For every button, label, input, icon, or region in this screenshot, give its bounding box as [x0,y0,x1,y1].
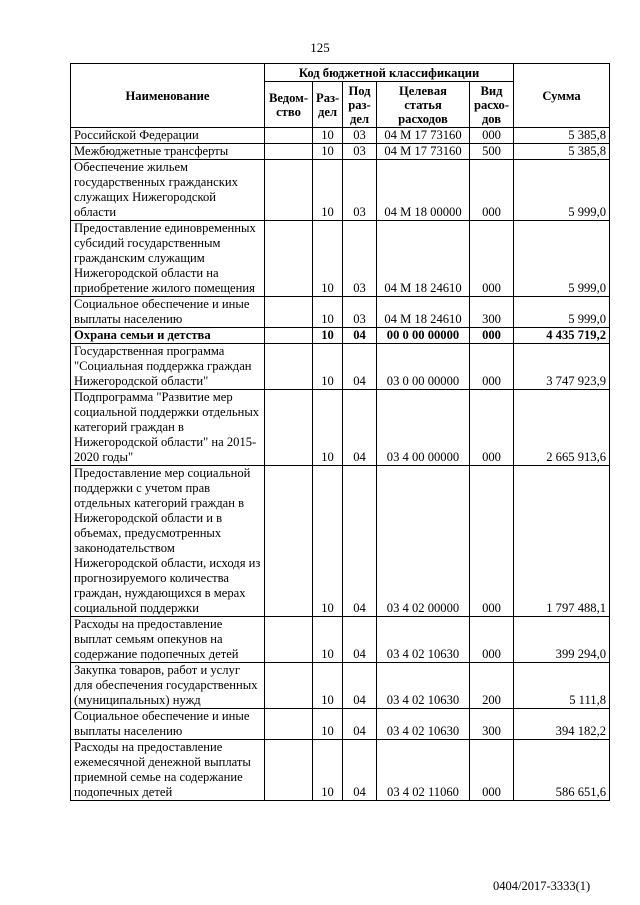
header-department: Ведом-ство [265,82,313,128]
row-target-cell: 03 4 02 10630 [377,709,470,740]
row-target-cell: 04 М 17 73160 [377,144,470,160]
row-subsection-cell: 04 [343,344,377,390]
row-target-cell: 03 4 00 00000 [377,390,470,466]
row-section-cell: 10 [313,160,343,221]
row-expense-type-cell: 000 [470,128,514,144]
row-subsection-cell: 04 [343,390,377,466]
row-section-cell: 10 [313,128,343,144]
row-target-cell: 03 4 02 10630 [377,663,470,709]
table-row [71,663,610,709]
row-name-cell: Социальное обеспечение и иные выплаты населению [71,297,265,328]
row-target-cell: 04 М 17 73160 [377,128,470,144]
row-expense-type-cell: 000 [470,466,514,617]
row-sum-cell: 2 665 913,6 [514,390,610,466]
table-row [71,160,610,221]
row-target-cell: 04 М 18 24610 [377,297,470,328]
row-subsection-cell: 03 [343,221,377,297]
row-name-cell: Закупка товаров, работ и услуг для обеспечения государственных (муниципальных) нужд [71,663,265,709]
row-name-cell: Расходы на предоставление ежемесячной денежной выплаты приемной семье на содержание подопечных детей [71,740,265,801]
row-name-cell: Охрана семьи и детства [71,328,265,344]
page-number: 125 [310,40,330,55]
row-target-cell: 00 0 00 00000 [377,328,470,344]
header-subsection: Под раз-дел [343,82,377,128]
row-section-cell: 10 [313,740,343,801]
row-expense-type-cell: 000 [470,390,514,466]
header-section: Раз-дел [313,82,343,128]
row-section-cell: 10 [313,221,343,297]
row-department-cell [265,128,313,144]
header-name: Наименование [71,64,265,128]
row-name-cell: Государственная программа "Социальная поддержка граждан Нижегородской области" [71,344,265,390]
row-name-cell: Подпрограмма "Развитие мер социальной поддержки отдельных категорий граждан в Нижегородской области" на 2015-2020 годы" [71,390,265,466]
row-sum-cell: 5 999,0 [514,297,610,328]
row-sum-cell: 1 797 488,1 [514,466,610,617]
row-sum-cell: 399 294,0 [514,617,610,663]
table-row [71,740,610,801]
row-sum-cell: 4 435 719,2 [514,328,610,344]
row-department-cell [265,297,313,328]
row-section-cell: 10 [313,466,343,617]
row-expense-type-cell: 500 [470,144,514,160]
document-code: 0404/2017-3333(1) [493,879,591,893]
row-name-cell: Предоставление мер социальной поддержки с учетом прав отдельных категорий граждан в Нижегородской области и в объемах, предусмотренных законодательством Нижегородской области, исходя из прогнозируемого количества граждан, нуждающихся в мерах социальной поддержки [71,466,265,617]
row-sum-cell: 5 385,8 [514,128,610,144]
row-name-cell: Межбюджетные трансферты [71,144,265,160]
row-section-cell: 10 [313,328,343,344]
row-department-cell [265,390,313,466]
table-row [71,617,610,663]
row-name-cell: Обеспечение жильем государственных гражданских служащих Нижегородской области [71,160,265,221]
table-row [71,128,610,144]
row-name-cell: Российской Федерации [71,128,265,144]
row-expense-type-cell: 000 [470,740,514,801]
row-section-cell: 10 [313,344,343,390]
row-subsection-cell: 04 [343,617,377,663]
row-name-cell: Предоставление единовременных субсидий государственным гражданским служащим Нижегородской области на приобретение жилого помещения [71,221,265,297]
row-sum-cell: 3 747 923,9 [514,344,610,390]
row-section-cell: 10 [313,390,343,466]
table-row [71,466,610,617]
row-sum-cell: 586 651,6 [514,740,610,801]
row-target-cell: 03 0 00 00000 [377,344,470,390]
row-department-cell [265,144,313,160]
table-row [71,297,610,328]
row-expense-type-cell: 200 [470,663,514,709]
table-row [71,709,610,740]
table-row [71,221,610,297]
row-department-cell [265,709,313,740]
row-subsection-cell: 04 [343,328,377,344]
row-expense-type-cell: 300 [470,709,514,740]
row-section-cell: 10 [313,663,343,709]
row-expense-type-cell: 300 [470,297,514,328]
row-sum-cell: 394 182,2 [514,709,610,740]
row-subsection-cell: 03 [343,128,377,144]
row-name-cell: Социальное обеспечение и иные выплаты населению [71,709,265,740]
table-row [71,390,610,466]
row-section-cell: 10 [313,617,343,663]
row-name-cell: Расходы на предоставление выплат семьям опекунов на содержание подопечных детей [71,617,265,663]
row-section-cell: 10 [313,144,343,160]
row-target-cell: 03 4 02 10630 [377,617,470,663]
row-subsection-cell: 03 [343,144,377,160]
row-target-cell: 04 М 18 24610 [377,221,470,297]
header-classification-group: Код бюджетной классификации [265,64,514,82]
row-subsection-cell: 04 [343,709,377,740]
row-section-cell: 10 [313,709,343,740]
row-expense-type-cell: 000 [470,617,514,663]
table-row [71,344,610,390]
header-target: Целевая статья расходов [377,82,470,128]
row-department-cell [265,617,313,663]
row-department-cell [265,160,313,221]
header-expense-type: Вид расхо-дов [470,82,514,128]
row-target-cell: 03 4 02 11060 [377,740,470,801]
row-subsection-cell: 04 [343,740,377,801]
row-sum-cell: 5 999,0 [514,221,610,297]
row-expense-type-cell: 000 [470,221,514,297]
table-row [71,328,610,344]
row-target-cell: 04 М 18 00000 [377,160,470,221]
row-sum-cell: 5 111,8 [514,663,610,709]
row-department-cell [265,466,313,617]
row-target-cell: 03 4 02 00000 [377,466,470,617]
row-subsection-cell: 03 [343,160,377,221]
row-subsection-cell: 04 [343,663,377,709]
budget-table [70,63,610,801]
row-subsection-cell: 04 [343,466,377,617]
row-sum-cell: 5 385,8 [514,144,610,160]
row-expense-type-cell: 000 [470,344,514,390]
row-department-cell [265,663,313,709]
row-section-cell: 10 [313,297,343,328]
row-expense-type-cell: 000 [470,328,514,344]
row-department-cell [265,344,313,390]
row-department-cell [265,221,313,297]
table-row [71,144,610,160]
row-department-cell [265,740,313,801]
row-sum-cell: 5 999,0 [514,160,610,221]
table-body [71,128,610,801]
row-expense-type-cell: 000 [470,160,514,221]
row-subsection-cell: 03 [343,297,377,328]
header-sum: Сумма [514,64,610,128]
row-department-cell [265,328,313,344]
